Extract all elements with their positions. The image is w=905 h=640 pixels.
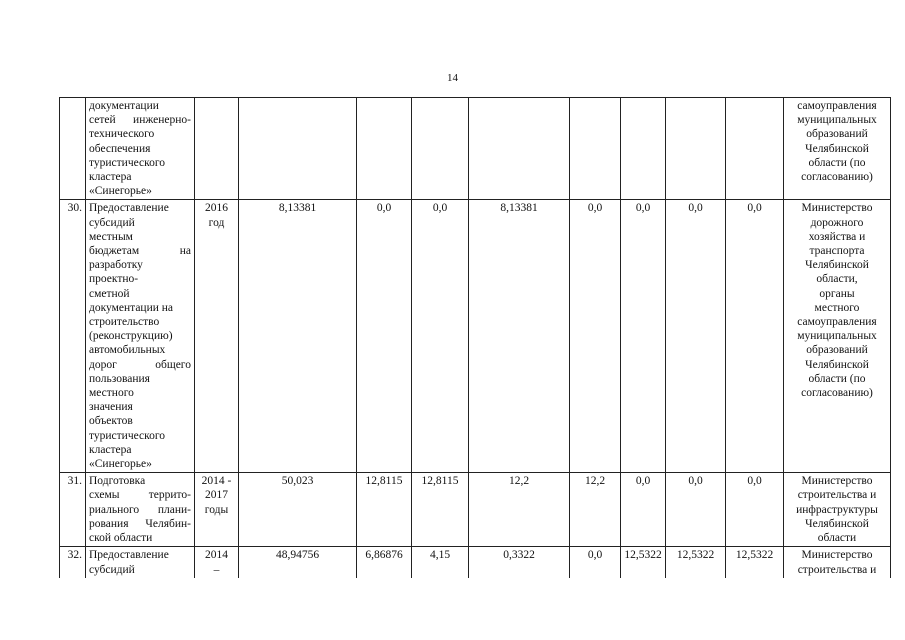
responsible-line: инфраструктуры	[796, 503, 878, 516]
activity-name-line: риального плани-	[89, 503, 191, 516]
funding-value: 0,0	[570, 200, 621, 473]
funding-value: 0,0	[412, 200, 469, 473]
funding-value	[726, 98, 784, 200]
funding-value: 0,0	[570, 547, 621, 578]
responsible-executor	[784, 98, 891, 200]
activity-name-line: туристического	[89, 156, 166, 169]
program-table	[59, 97, 891, 578]
responsible-executor	[784, 200, 891, 473]
table-row	[60, 473, 891, 547]
row-number	[60, 98, 86, 200]
funding-value: 0,0	[726, 200, 784, 473]
funding-value: 12,5322	[621, 547, 666, 578]
activity-name-line: Подготовка	[89, 475, 146, 488]
table-row	[60, 200, 891, 473]
funding-value: 12,5322	[726, 547, 784, 578]
activity-name-line: (реконструкцию)	[89, 330, 173, 343]
activity-name-line: значения	[89, 401, 133, 414]
responsible-line: области (по	[808, 156, 866, 169]
table-row	[60, 98, 891, 200]
activity-name-line: обеспечения	[89, 142, 151, 155]
funding-value	[239, 98, 357, 200]
table-row	[60, 547, 891, 578]
responsible-line: муниципальных	[797, 330, 877, 343]
activity-name	[86, 98, 195, 200]
responsible-line: транспорта	[809, 245, 865, 258]
activity-name	[86, 200, 195, 473]
funding-value: 0,0	[621, 200, 666, 473]
responsible-line: Челябинской	[805, 517, 869, 530]
implementation-period	[195, 98, 239, 200]
funding-value: 0,0	[621, 473, 666, 547]
responsible-line: самоуправления	[797, 316, 877, 329]
row-number: 32.	[60, 547, 86, 578]
activity-name-line: документации	[89, 100, 159, 112]
funding-value: 12,8115	[412, 473, 469, 547]
period-line: годы	[204, 503, 229, 516]
responsible-line: области	[817, 532, 857, 545]
responsible-executor	[784, 547, 891, 578]
responsible-line: муниципальных	[797, 114, 877, 127]
activity-name-line: туристического	[89, 429, 166, 442]
activity-name-line: сетей инженерно-	[89, 114, 191, 127]
activity-name-line: технического	[89, 128, 155, 141]
row-number: 31.	[60, 473, 86, 547]
activity-name-line: «Синегорье»	[89, 458, 152, 471]
responsible-line: Челябинской	[805, 142, 869, 155]
responsible-line: Министерство	[801, 202, 873, 215]
responsible-line: Челябинской	[805, 259, 869, 272]
activity-name	[86, 473, 195, 547]
responsible-line: согласованию)	[801, 387, 873, 400]
responsible-line: строительства и	[797, 489, 877, 502]
period-line: год	[208, 216, 225, 229]
funding-value: 12,5322	[666, 547, 726, 578]
activity-name-line: ской области	[89, 532, 153, 545]
funding-value: 8,13381	[239, 200, 357, 473]
page-number: 14	[447, 72, 458, 84]
responsible-line: Челябинской	[805, 358, 869, 371]
responsible-line: согласованию)	[801, 171, 873, 184]
funding-value: 0,0	[357, 200, 412, 473]
responsible-line: самоуправления	[797, 100, 877, 112]
activity-name	[86, 547, 195, 578]
activity-name-line: документации на	[89, 301, 174, 314]
activity-name-line: «Синегорье»	[89, 185, 152, 198]
responsible-line: области,	[816, 273, 858, 286]
funding-value: 12,2	[469, 473, 570, 547]
period-line: –	[213, 563, 220, 576]
implementation-period	[195, 200, 239, 473]
funding-value: 50,023	[239, 473, 357, 547]
funding-value: 8,13381	[469, 200, 570, 473]
funding-value	[469, 98, 570, 200]
funding-value: 0,0	[666, 473, 726, 547]
activity-name-line: сметной	[89, 287, 130, 300]
responsible-line: хозяйства и	[808, 230, 866, 243]
activity-name-line: местным	[89, 230, 133, 243]
funding-value	[570, 98, 621, 200]
activity-name-line: рования Челябин-	[89, 517, 191, 530]
responsible-line: строительства и	[797, 563, 877, 576]
funding-value	[412, 98, 469, 200]
funding-value: 4,15	[412, 547, 469, 578]
period-line: 2014 -	[201, 475, 232, 488]
funding-value: 48,94756	[239, 547, 357, 578]
activity-name-line: дорог общего	[89, 358, 191, 371]
period-line: 2014	[205, 549, 228, 562]
activity-name-line: кластера	[89, 171, 132, 184]
activity-name-line: бюджетам на	[89, 245, 191, 258]
activity-name-line: Предоставление	[89, 549, 169, 562]
period-line: 2016	[205, 202, 228, 215]
funding-value	[666, 98, 726, 200]
responsible-line: Министерство	[801, 475, 873, 488]
responsible-line: образований	[806, 344, 868, 357]
funding-value: 0,0	[666, 200, 726, 473]
period-line: 2017	[205, 489, 228, 502]
responsible-line: местного	[814, 301, 860, 314]
funding-value: 6,86876	[357, 547, 412, 578]
activity-name-line: строительство	[89, 316, 160, 329]
funding-value: 12,8115	[357, 473, 412, 547]
activity-name-line: субсидий	[89, 216, 135, 229]
responsible-line: образований	[806, 128, 868, 141]
funding-value: 0,3322	[469, 547, 570, 578]
implementation-period	[195, 547, 239, 578]
responsible-line: органы	[819, 287, 855, 300]
responsible-line: дорожного	[810, 216, 864, 229]
activity-name-line: кластера	[89, 443, 132, 456]
funding-value	[621, 98, 666, 200]
activity-name-line: проектно-	[89, 273, 139, 286]
funding-value: 0,0	[726, 473, 784, 547]
implementation-period	[195, 473, 239, 547]
responsible-line: области (по	[808, 372, 866, 385]
activity-name-line: разработку	[89, 259, 143, 272]
activity-name-line: объектов	[89, 415, 133, 428]
responsible-executor	[784, 473, 891, 547]
activity-name-line: автомобильных	[89, 344, 166, 357]
activity-name-line: схемы террито-	[89, 489, 191, 502]
row-number: 30.	[60, 200, 86, 473]
activity-name-line: пользования	[89, 372, 150, 385]
activity-name-line: Предоставление	[89, 202, 169, 215]
funding-value	[357, 98, 412, 200]
activity-name-line: субсидий	[89, 563, 135, 576]
responsible-line: Министерство	[801, 549, 873, 562]
funding-value: 12,2	[570, 473, 621, 547]
activity-name-line: местного	[89, 387, 134, 400]
